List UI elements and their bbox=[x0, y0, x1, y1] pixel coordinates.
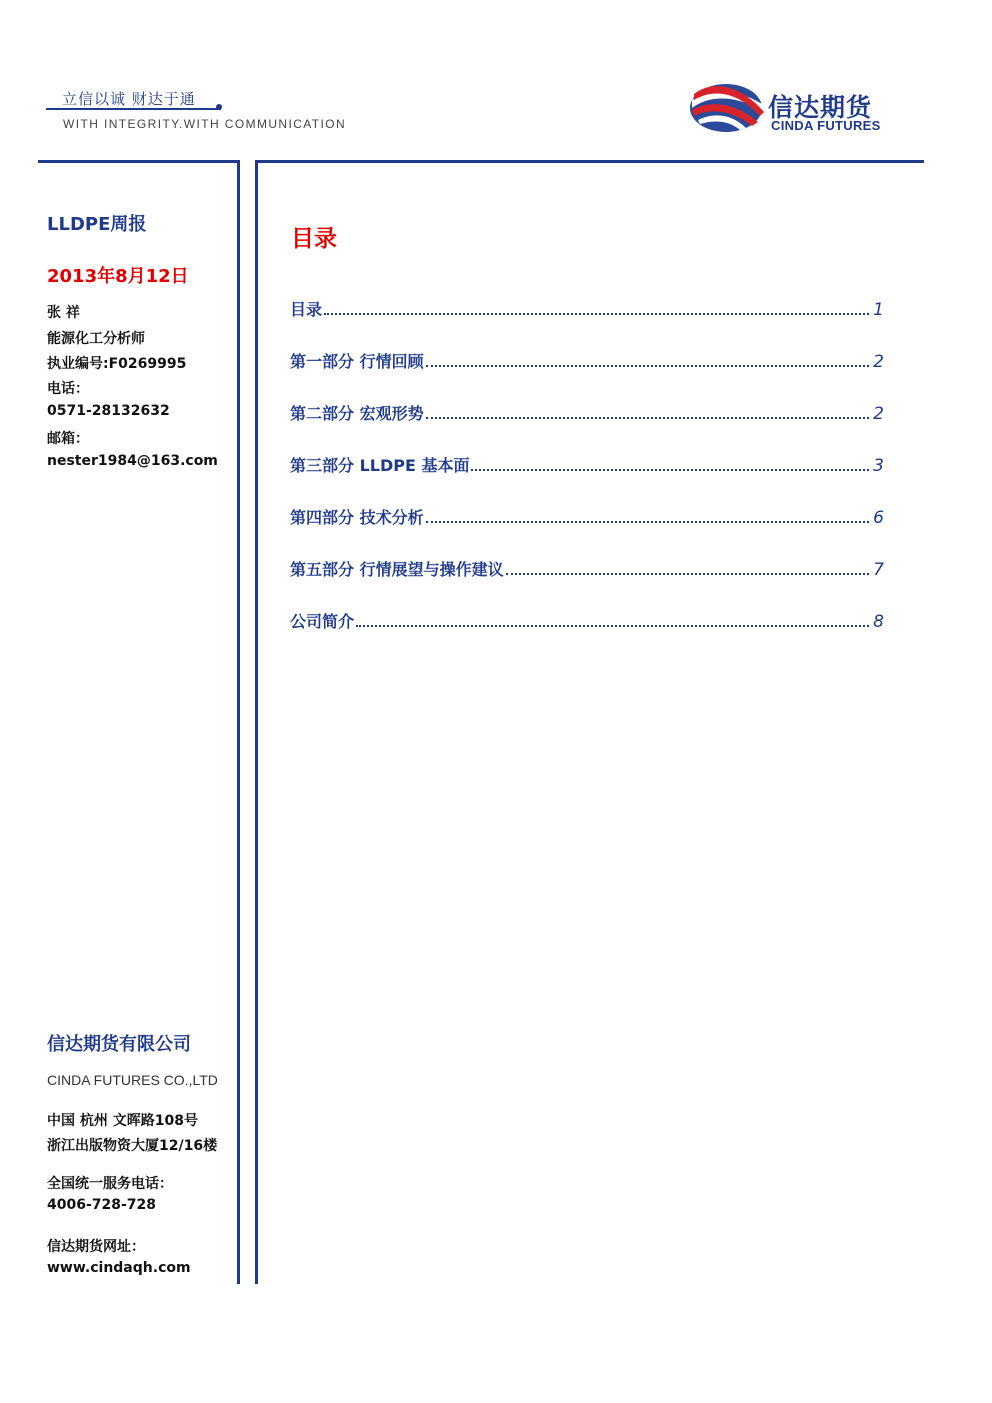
phone-label: 电话： bbox=[47, 381, 89, 397]
toc-entry-company[interactable] bbox=[290, 606, 886, 632]
toc-page-number: 2 bbox=[873, 352, 884, 372]
toc-page-number: 8 bbox=[873, 612, 884, 632]
toc-page-number: 1 bbox=[873, 300, 884, 320]
toc-dot-leader bbox=[426, 365, 870, 367]
toc-heading: 目录 bbox=[291, 226, 337, 252]
website-label: 信达期货网址： bbox=[47, 1239, 145, 1255]
email-label: 邮箱： bbox=[47, 431, 89, 447]
toc-entry-fundamentals[interactable] bbox=[290, 450, 886, 476]
toc-entry-contents[interactable] bbox=[290, 294, 886, 320]
toc-entry-macro[interactable] bbox=[290, 398, 886, 424]
toc-entry-label: 第四部分 技术分析 bbox=[290, 508, 424, 527]
toc-entry-outlook[interactable] bbox=[290, 554, 886, 580]
hotline-number: 4006-728-728 bbox=[47, 1197, 157, 1213]
toc-dot-leader bbox=[506, 573, 870, 575]
toc-page-number: 3 bbox=[873, 456, 884, 476]
phone-number: 0571-28132632 bbox=[47, 403, 170, 419]
hotline-label: 全国统一服务电话： bbox=[47, 1176, 173, 1192]
toc-page-number: 7 bbox=[873, 560, 884, 580]
author-position: 能源化工分析师 bbox=[47, 331, 145, 347]
slogan-en: WITH INTEGRITY.WITH COMMUNICATION bbox=[63, 117, 347, 131]
toc-dot-leader bbox=[324, 313, 869, 315]
toc-entry-label: 第一部分 行情回顾 bbox=[290, 352, 424, 371]
header-rule-right bbox=[256, 160, 924, 163]
sidebar-divider-right bbox=[255, 160, 258, 1284]
author-license: 执业编号:F0269995 bbox=[47, 356, 187, 372]
toc-entry-label: 第二部分 宏观形势 bbox=[290, 404, 424, 423]
logo-text-cn: 信达期货 bbox=[768, 93, 873, 122]
toc-dot-leader bbox=[356, 625, 869, 627]
toc-dot-leader bbox=[426, 521, 870, 523]
toc-dot-leader bbox=[471, 469, 869, 471]
toc-dot-leader bbox=[426, 417, 870, 419]
toc-entry-market-review[interactable] bbox=[290, 346, 886, 372]
website-url[interactable]: www.cindaqh.com bbox=[47, 1260, 191, 1276]
slogan-cn: 立信以诚 财达于通 bbox=[62, 90, 196, 108]
toc-page-number: 6 bbox=[873, 508, 884, 528]
company-name-cn: 信达期货有限公司 bbox=[47, 1034, 191, 1055]
toc-entry-label: 第三部分 LLDPE 基本面 bbox=[290, 456, 470, 475]
toc-entry-label: 目录 bbox=[290, 300, 323, 319]
company-name-en: CINDA FUTURES CO.,LTD bbox=[47, 1072, 218, 1088]
address-line-2: 浙江出版物资大厦12/16楼 bbox=[47, 1138, 218, 1154]
address-line-1: 中国 杭州 文晖路108号 bbox=[47, 1113, 198, 1129]
toc-page-number: 2 bbox=[873, 404, 884, 424]
email-address[interactable]: nester1984@163.com bbox=[47, 453, 218, 469]
toc-entry-label: 公司简介 bbox=[290, 612, 355, 631]
toc-entry-technical[interactable] bbox=[290, 502, 886, 528]
sidebar-divider-left bbox=[237, 160, 240, 1284]
report-title: LLDPE周报 bbox=[47, 214, 147, 235]
header-rule-left bbox=[38, 160, 239, 163]
logo-text-en: CINDA FUTURES bbox=[771, 118, 881, 133]
cinda-logo-icon bbox=[688, 82, 766, 134]
author-name: 张 祥 bbox=[47, 305, 80, 321]
slogan-dot bbox=[216, 104, 222, 110]
slogan-underline bbox=[46, 108, 221, 110]
toc-entry-label: 第五部分 行情展望与操作建议 bbox=[290, 560, 504, 579]
report-date: 2013年8月12日 bbox=[47, 266, 189, 287]
